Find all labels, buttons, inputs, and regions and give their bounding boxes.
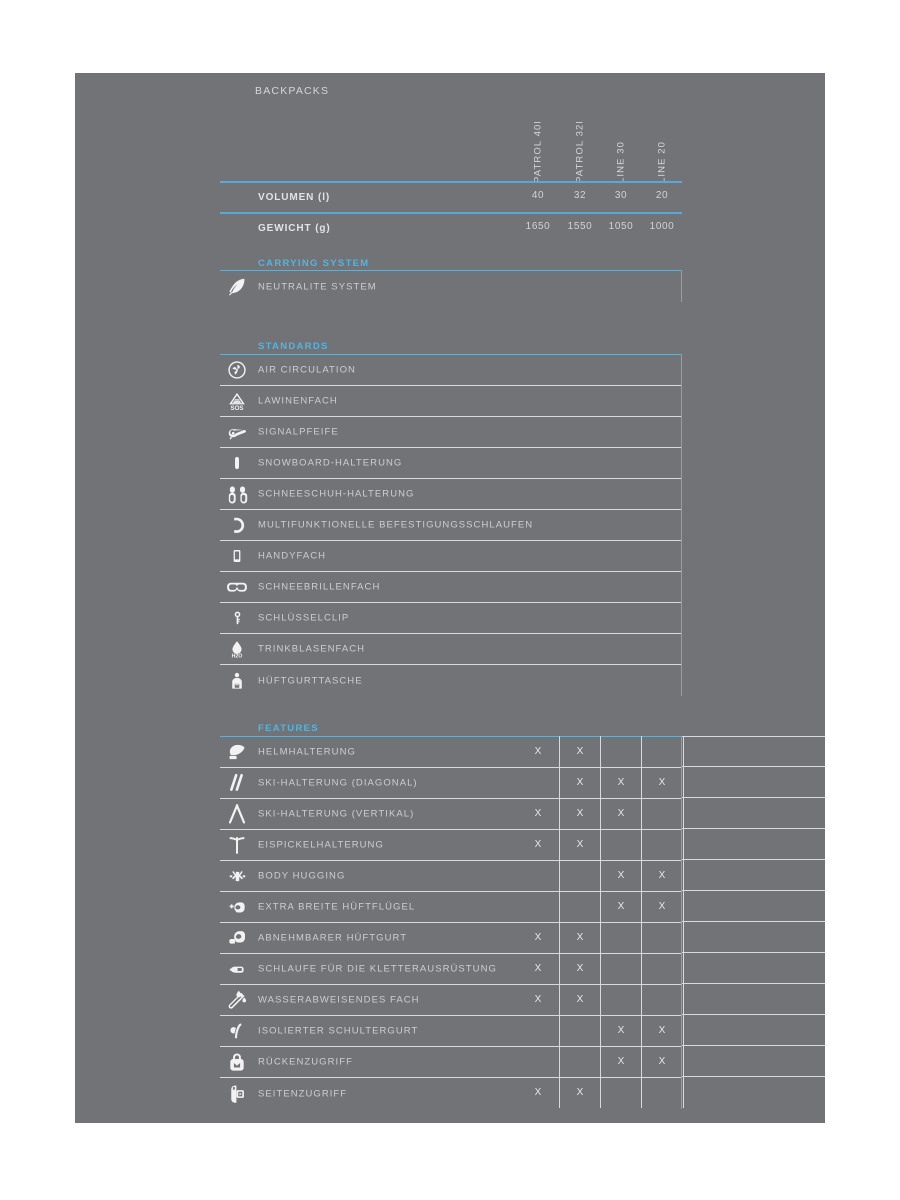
feature-row-label: MULTIFUNKTIONELLE BEFESTIGUNGSSCHLAUFEN [258,519,534,531]
snowshoe-icon [222,481,252,507]
feature-row [220,510,681,541]
feature-row-label: SEITENZUGRIFF [258,1088,348,1099]
spec-value: 32 [573,190,587,201]
helmet-icon [222,739,252,765]
feature-mark-empty [642,953,683,984]
page-title: BACKPACKS [255,85,330,97]
feature-mark: X [617,1025,625,1036]
feature-mark: X [658,870,666,881]
feature-mark: X [658,777,666,788]
feature-row-label: LAWINENFACH [258,395,338,407]
feature-mark: X [617,901,625,912]
feature-mark: X [534,746,542,757]
spec-value: 1050 [608,221,634,232]
feature-row-label: SNOWBOARD-HALTERUNG [258,457,403,469]
feature-mark-empty [518,767,559,798]
daisy-chain-icon [222,512,252,538]
feature-mark: X [658,1056,666,1067]
feature-row-label: TRINKBLASENFACH [258,643,366,655]
feature-mark: X [576,839,584,850]
feature-row-label: AIR CIRCULATION [258,364,356,376]
feature-row-label: SCHLÜSSELCLIP [258,612,350,624]
spec-row-label: GEWICHT (g) [258,223,331,234]
feature-row-label: HÜFTGURTTASCHE [258,675,363,686]
column-header-label: LINE 30 [615,140,627,183]
mark-row [534,1077,825,1108]
grid-column-divider [683,736,684,1108]
mark-row [534,953,825,984]
spec-value: 1000 [649,221,675,232]
feature-row-label: HELMHALTERUNG [258,746,356,758]
feature-mark: X [617,777,625,788]
spec-value: 30 [614,190,628,201]
feature-row [220,417,681,448]
section-heading: FEATURES [258,723,319,734]
feature-mark-empty [518,860,559,891]
feature-mark-empty [601,984,642,1015]
feature-mark: X [658,901,666,912]
feature-mark: X [534,932,542,943]
feature-row-label: NEUTRALITE SYSTEM [258,281,377,292]
feature-mark: X [617,870,625,881]
feature-row [220,271,681,302]
feature-row [220,634,681,665]
spec-value: 40 [531,190,545,201]
feature-mark-grid [534,736,825,1108]
feature-mark-empty [642,922,683,953]
snowboard-icon [222,450,252,476]
feature-row-label: ISOLIERTER SCHULTERGURT [258,1025,419,1037]
column-header-row [75,95,825,183]
feature-row-label: EXTRA BREITE HÜFTFLÜGEL [258,901,416,913]
column-header-label: LINE 20 [656,140,668,183]
feature-row-label: SCHNEESCHUH-HALTERUNG [258,488,415,500]
feature-row [220,603,681,634]
feature-row-label: HANDYFACH [258,550,327,562]
feature-mark-empty [518,1046,559,1077]
mark-row [576,767,825,798]
feature-mark: X [576,777,584,788]
air-circulation-icon [222,357,252,383]
feather-icon [222,274,252,300]
ice-axe-icon [222,832,252,858]
feature-mark: X [576,1087,584,1098]
feature-row-label: BODY HUGGING [258,870,346,882]
hydration-h2o-icon [222,636,252,662]
feature-mark-empty [642,984,683,1015]
section-heading: STANDARDS [258,341,329,352]
grid-column-divider [559,736,560,1108]
mark-row [617,1046,825,1077]
feature-mark-empty [642,829,683,860]
ski-vertical-icon [222,801,252,827]
feature-mark-empty [601,953,642,984]
feature-row [220,355,681,386]
feature-mark-empty [642,1077,683,1108]
side-access-icon [222,1081,252,1107]
section-block [220,270,682,302]
spec-sheet-panel [75,73,825,1123]
grid-column-divider [600,736,601,1108]
column-header-label: PATROL 32l [574,120,586,183]
mark-row [534,736,825,767]
feature-mark: X [576,994,584,1005]
svg-text:H2O: H2O [231,653,243,660]
feature-mark: X [617,1056,625,1067]
whistle-icon [222,419,252,445]
feature-mark-empty [642,736,683,767]
feature-row-label: SIGNALPFEIFE [258,426,339,438]
feature-mark: X [534,808,542,819]
feature-mark: X [658,1025,666,1036]
feature-mark: X [576,746,584,757]
column-header-label: PATROL 40l [532,120,544,183]
feature-mark-empty [518,891,559,922]
removable-hipbelt-icon [222,925,252,951]
hipbelt-pocket-icon [222,668,252,694]
feature-mark: X [534,1087,542,1098]
body-hugging-icon [222,863,252,889]
feature-row-label: SKI-HALTERUNG (DIAGONAL) [258,777,418,789]
feature-mark: X [576,932,584,943]
feature-row-label: SCHLAUFE FÜR DIE KLETTERAUSRÜSTUNG [258,963,497,975]
feature-mark: X [534,963,542,974]
phone-icon [222,543,252,569]
feature-row-label: WASSERABWEISENDES FACH [258,994,420,1006]
feature-row [220,572,681,603]
mark-row [534,922,825,953]
feature-row [220,541,681,572]
mark-row [534,829,825,860]
ski-diagonal-icon [222,770,252,796]
mark-row [534,984,825,1015]
section-block [220,354,682,696]
feature-mark-empty [601,1077,642,1108]
feature-mark-empty [601,829,642,860]
feature-row [220,448,681,479]
feature-row [220,479,681,510]
svg-text:SOS: SOS [230,405,244,412]
feature-row-label: RÜCKENZUGRIFF [258,1056,353,1068]
feature-row-label: SCHNEEBRILLENFACH [258,581,381,593]
back-access-icon [222,1049,252,1075]
feature-mark-empty [642,798,683,829]
mark-row [617,891,825,922]
insulated-shoulder-icon [222,1018,252,1044]
feature-mark-empty [560,1046,601,1077]
feature-row [220,665,681,696]
feature-mark: X [576,963,584,974]
spec-row-label: VOLUMEN (l) [258,192,331,203]
section-heading: CARRYING SYSTEM [258,258,370,269]
feature-mark-empty [560,891,601,922]
feature-row [220,386,681,417]
feature-row-label: EISPICKELHALTERUNG [258,839,384,851]
mark-row [617,1015,825,1046]
feature-mark: X [617,808,625,819]
column-header [615,95,706,183]
grid-column-divider [641,736,642,1108]
gear-loop-icon [222,956,252,982]
feature-mark: X [534,994,542,1005]
goggles-icon [222,574,252,600]
spec-value: 20 [655,190,669,201]
avalanche-sos-icon [222,388,252,414]
feature-mark-empty [518,1015,559,1046]
feature-mark-empty [601,922,642,953]
feature-mark: X [576,808,584,819]
feature-mark-empty [560,860,601,891]
feature-mark: X [534,839,542,850]
key-clip-icon [222,605,252,631]
spec-value: 1650 [525,221,551,232]
feature-row-label: ABNEHMBARER HÜFTGURT [258,932,408,944]
spec-value: 1550 [567,221,593,232]
feature-mark-empty [560,1015,601,1046]
wide-hipfins-icon [222,894,252,920]
water-repellent-icon [222,987,252,1013]
feature-row-label: SKI-HALTERUNG (VERTIKAL) [258,808,415,820]
feature-mark-empty [601,736,642,767]
mark-row [617,860,825,891]
mark-row [534,798,825,829]
